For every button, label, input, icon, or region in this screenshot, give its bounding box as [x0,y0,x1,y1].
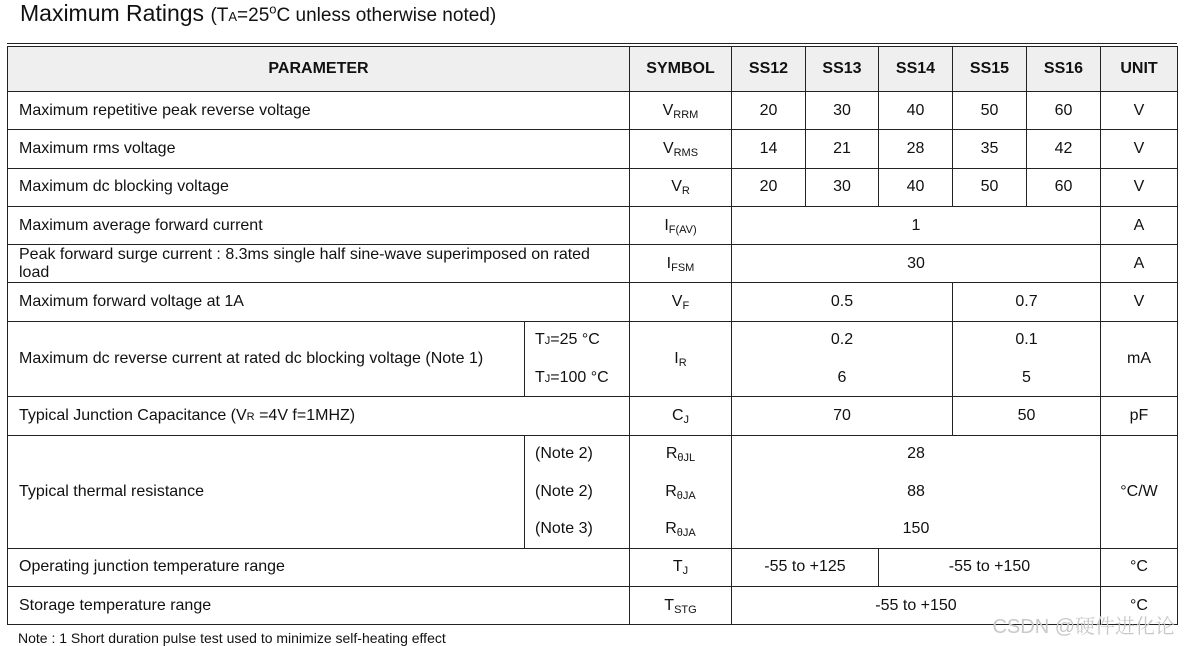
value-cell: 21 [806,130,879,168]
symbol-cell: TJ [630,548,732,586]
value-cell: 88 [732,473,1101,510]
value-cell: 5 [953,359,1101,397]
symbol-cell: RθJL [630,435,732,473]
param-cell: Typical Junction Capacitance (VR =4V f=1MHZ) [8,397,630,435]
symbol-cell: VF [630,283,732,321]
param-cell: Maximum rms voltage [8,130,630,168]
unit-cell: V [1101,130,1178,168]
symbol-cell: VRMS [630,130,732,168]
header-part: SS12 [732,47,806,92]
unit-cell: A [1101,206,1178,244]
value-cell: 50 [953,397,1101,435]
title-condition: ($TA=25^oC$ unless otherwise noted) [210,1,497,26]
param-cell: Peak forward surge current : 8.3ms single half sine-wave superimposed on rated load [8,245,630,283]
value-cell: 60 [1027,92,1101,130]
watermark: CSDN @硬件进化论 [992,616,1175,638]
header-part: SS15 [953,47,1027,92]
param-cell: Maximum average forward current [8,206,630,244]
table-row [8,245,1178,283]
value-cell: 0.7 [953,283,1101,321]
value-cell: -55 to +150 [879,548,1101,586]
param-cell: Maximum dc blocking voltage [8,168,630,206]
param-cell: Operating junction temperature range [8,548,630,586]
value-cell: 1 [732,206,1101,244]
ratings-table [7,46,1178,625]
table-row [8,206,1178,244]
value-cell: 28 [879,130,953,168]
unit-cell: mA [1101,321,1178,397]
unit-cell: °C/W [1101,435,1178,548]
value-cell: 30 [806,92,879,130]
table-row [8,92,1178,130]
value-cell: 6 [732,359,953,397]
value-cell: 35 [953,130,1027,168]
value-cell: 40 [879,92,953,130]
value-cell: 20 [732,168,806,206]
table-row [8,435,1178,473]
value-cell: 50 [953,168,1027,206]
table-row [8,283,1178,321]
header-row [8,47,1178,92]
unit-cell: °C [1101,586,1178,624]
table-row [8,168,1178,206]
value-cell: -55 to +125 [732,548,879,586]
unit-cell: V [1101,283,1178,321]
symbol-cell: CJ [630,397,732,435]
title-main: Maximum Ratings [20,0,205,26]
header-part: SS14 [879,47,953,92]
value-cell: 150 [732,510,1101,548]
symbol-cell: IR [630,321,732,397]
value-cell: 20 [732,92,806,130]
unit-cell: V [1101,92,1178,130]
symbol-cell: IF(AV) [630,206,732,244]
table-row [8,548,1178,586]
condition-cell: TJ=25 °C [525,321,630,359]
value-cell: 70 [732,397,953,435]
condition-cell: TJ=100 °C [525,359,630,397]
note-cell: (Note 2) [525,473,630,510]
page-title [20,0,496,27]
value-cell: 0.5 [732,283,953,321]
unit-cell: °C [1101,548,1178,586]
header-unit: UNIT [1101,47,1178,92]
value-cell: 28 [732,435,1101,473]
param-cell: Maximum repetitive peak reverse voltage [8,92,630,130]
unit-cell: A [1101,245,1178,283]
unit-cell: V [1101,168,1178,206]
value-cell: 50 [953,92,1027,130]
table-row [8,397,1178,435]
unit-cell: pF [1101,397,1178,435]
symbol-cell: VR [630,168,732,206]
header-parameter: PARAMETER [8,47,630,92]
value-cell: 0.2 [732,321,953,359]
param-cell: Typical thermal resistance [8,435,525,548]
table-row [8,321,1178,359]
table-row [8,130,1178,168]
param-cell: Maximum dc reverse current at rated dc blocking voltage (Note 1) [8,321,525,397]
value-cell: -55 to +150 [732,586,1101,624]
value-cell: 14 [732,130,806,168]
param-cell: Storage temperature range [8,586,630,624]
header-symbol: SYMBOL [630,47,732,92]
value-cell: 42 [1027,130,1101,168]
header-part: SS13 [806,47,879,92]
symbol-cell: RθJA [630,473,732,510]
header-part: SS16 [1027,47,1101,92]
symbol-cell: RθJA [630,510,732,548]
symbol-cell: IFSM [630,245,732,283]
value-cell: 30 [806,168,879,206]
value-cell: 30 [732,245,1101,283]
note-cell: (Note 3) [525,510,630,548]
param-cell: Maximum forward voltage at 1A [8,283,630,321]
value-cell: 40 [879,168,953,206]
note-cell: (Note 2) [525,435,630,473]
symbol-cell: TSTG [630,586,732,624]
value-cell: 0.1 [953,321,1101,359]
footnote: Note : 1 Short duration pulse test used to minimize self-heating effect [18,630,446,646]
title-rule [7,43,1177,44]
symbol-cell: VRRM [630,92,732,130]
value-cell: 60 [1027,168,1101,206]
